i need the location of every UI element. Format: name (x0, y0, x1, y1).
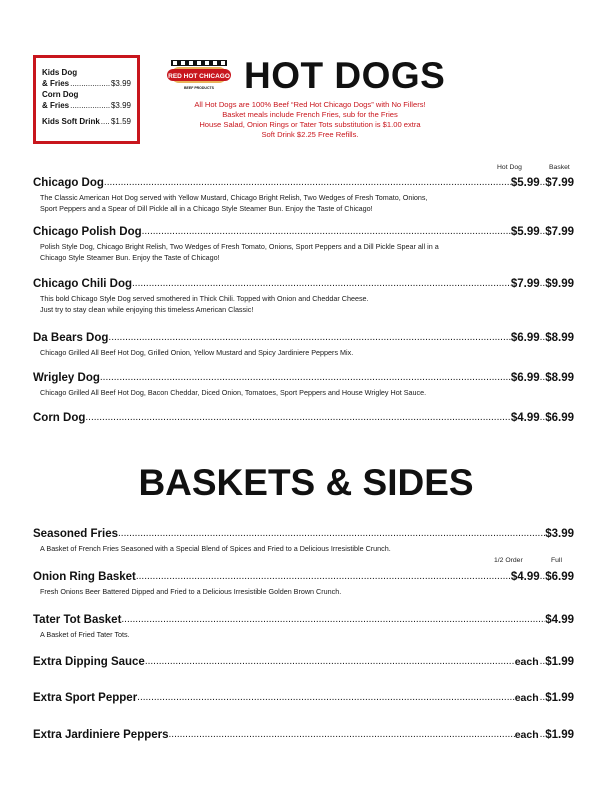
kids-soft-drink-row (42, 116, 131, 127)
kids-item-row (42, 78, 131, 89)
price-half-order: $4.99 (510, 571, 540, 583)
menu-item-line (33, 527, 574, 541)
kids-item-price: $3.99 (110, 79, 131, 88)
note-line: Soft Drink $2.25 Free Refills. (261, 130, 359, 139)
menu-item (33, 570, 574, 597)
dot-leader (70, 100, 110, 111)
kids-soft-drink-price: $1.59 (110, 117, 131, 126)
dot-leader (142, 225, 511, 239)
column-header-full: Full (551, 557, 562, 564)
menu-item-description (33, 192, 574, 214)
kids-item-label: Corn Dog (42, 90, 79, 99)
kids-item (42, 67, 131, 89)
price: $1.99 (545, 656, 574, 668)
price-basket: $6.99 (545, 412, 574, 424)
price-hot-dog: $6.99 (510, 372, 540, 384)
kids-item-price: $3.99 (110, 101, 131, 110)
menu-item-line (33, 570, 574, 584)
kids-item-label: Kids Dog (42, 68, 78, 77)
menu-item-name: Extra Jardiniere Peppers (33, 729, 169, 741)
price-hot-dog: $6.99 (510, 332, 540, 344)
dot-leader (85, 411, 510, 425)
menu-item-name: Extra Sport Pepper (33, 692, 138, 704)
menu-item-name: Chicago Dog (33, 177, 104, 189)
menu-item-line (33, 331, 574, 345)
menu-item-name: Chicago Chili Dog (33, 278, 133, 290)
menu-item-description (33, 241, 574, 263)
column-header-hot-dog: Hot Dog (497, 164, 522, 171)
dot-leader (108, 331, 510, 345)
kids-item-label: & Fries (42, 101, 70, 110)
menu-item-line (33, 225, 574, 239)
menu-item-name: Corn Dog (33, 412, 86, 424)
menu-item-name: Seasoned Fries (33, 528, 119, 540)
price: $1.99 (545, 729, 574, 741)
menu-item (33, 277, 574, 315)
menu-item-line (33, 613, 574, 627)
price-basket: $7.99 (545, 177, 574, 189)
price-basket: $8.99 (545, 332, 574, 344)
menu-item-line (33, 728, 574, 742)
menu-item-description (33, 347, 574, 358)
kids-item-row (42, 100, 131, 111)
menu-item (33, 728, 574, 742)
menu-item-description (33, 629, 574, 640)
price: $3.99 (545, 528, 574, 540)
menu-item-line (33, 371, 574, 385)
menu-item-name: Da Bears Dog (33, 332, 109, 344)
price-hot-dog: $5.99 (510, 226, 540, 238)
menu-item (33, 331, 574, 358)
menu-item (33, 655, 574, 669)
price: $1.99 (545, 692, 574, 704)
price-basket: $9.99 (545, 278, 574, 290)
menu-item-description (33, 543, 574, 554)
note-line: All Hot Dogs are 100% Beef “Red Hot Chicago Dogs” with No Fillers! (194, 100, 426, 109)
menu-item (33, 176, 574, 214)
baskets-sides-title: BASKETS & SIDES (138, 462, 474, 503)
description-line: Fresh Onions Beer Battered Dipped and Fried to a Delicious Irresistible Golden Brown Crunch. (40, 587, 342, 596)
dot-leader (70, 78, 110, 89)
red-hot-chicago-logo (165, 58, 233, 92)
description-line: Sport Peppers and a Spear of Dill Pickle all in a Chicago Style Steamer Bun. Enjoy the Taste of Chicago! (40, 204, 373, 213)
menu-item-description (33, 586, 574, 597)
dot-leader (101, 116, 110, 127)
price-hot-dog: $7.99 (510, 278, 540, 290)
dot-leader (104, 176, 511, 190)
menu-item-name: Extra Dipping Sauce (33, 656, 145, 668)
menu-item-description (33, 293, 574, 315)
dot-leader (121, 613, 545, 627)
menu-item (33, 691, 574, 705)
menu-item (33, 225, 574, 263)
menu-item-description (33, 387, 574, 398)
kids-soft-drink-label: Kids Soft Drink (42, 117, 100, 126)
menu-item-line (33, 655, 574, 669)
price-basket: $8.99 (545, 372, 574, 384)
description-line: The Classic American Hot Dog served with Yellow Mustard, Chicago Bright Relish, Two Wedges of Fresh Tomato, Onions, (40, 193, 428, 202)
column-header-basket: Basket (549, 164, 570, 171)
description-line: Just try to stay clean while enjoying this timeless American Classic! (40, 305, 254, 314)
price-basket: $7.99 (545, 226, 574, 238)
dot-leader (145, 655, 515, 669)
dot-leader (132, 277, 511, 291)
menu-item-line (33, 691, 574, 705)
menu-item-name: Tater Tot Basket (33, 614, 122, 626)
description-line: Chicago Style Steamer Bun. Enjoy the Taste of Chicago! (40, 253, 220, 262)
price-full: $6.99 (545, 571, 574, 583)
hot-dogs-notes (160, 100, 460, 140)
description-line: Chicago Grilled All Beef Hot Dog, Bacon Cheddar, Diced Onion, Tomatoes, Sport Peppers and House Wrigley Hot Sauce. (40, 388, 427, 397)
svg-text:RED HOT CHICAGO: RED HOT CHICAGO (168, 73, 230, 80)
svg-text:BEEF PRODUCTS: BEEF PRODUCTS (184, 86, 214, 90)
each-label: each (514, 729, 539, 741)
column-header-half-order: 1/2 Order (494, 557, 523, 564)
note-line: House Salad, Onion Rings or Tater Tots substitution is $1.00 extra (199, 120, 421, 129)
menu-item-name: Onion Ring Basket (33, 571, 136, 583)
hot-dogs-title: HOT DOGS (244, 55, 446, 96)
dot-leader (118, 527, 545, 541)
menu-item (33, 411, 574, 425)
note-line: Basket meals include French Fries, sub for the Fries (222, 110, 398, 119)
dot-leader (136, 570, 511, 584)
each-label: each (514, 656, 539, 668)
menu-item-name: Wrigley Dog (33, 372, 100, 384)
menu-item (33, 527, 574, 554)
price-hot-dog: $5.99 (510, 177, 540, 189)
menu-item-line (33, 411, 574, 425)
dot-leader (137, 691, 515, 705)
kids-menu-box (33, 55, 140, 144)
description-line: A Basket of French Fries Seasoned with a Special Blend of Spices and Fried to a Delicious Irresistible Crunch. (40, 544, 391, 553)
menu-item (33, 371, 574, 398)
dot-leader (100, 371, 511, 385)
dot-leader (169, 728, 515, 742)
kids-item-label: & Fries (42, 79, 70, 88)
kids-item (42, 89, 131, 111)
menu-item-line (33, 176, 574, 190)
description-line: This bold Chicago Style Dog served smothered in Thick Chili. Topped with Onion and Cheddar Cheese. (40, 294, 369, 303)
description-line: Chicago Grilled All Beef Hot Dog, Grilled Onion, Yellow Mustard and Spicy Jardiniere Peppers Mix. (40, 348, 354, 357)
menu-item-name: Chicago Polish Dog (33, 226, 142, 238)
menu-item-line (33, 277, 574, 291)
description-line: Polish Style Dog, Chicago Bright Relish, Two Wedges of Fresh Tomato, Onions, Sport Peppers and a Dill Pickle Spear all in a (40, 242, 439, 251)
price-hot-dog: $4.99 (510, 412, 540, 424)
description-line: A Basket of Fried Tater Tots. (40, 630, 130, 639)
menu-item (33, 613, 574, 640)
price: $4.99 (545, 614, 574, 626)
each-label: each (514, 692, 539, 704)
